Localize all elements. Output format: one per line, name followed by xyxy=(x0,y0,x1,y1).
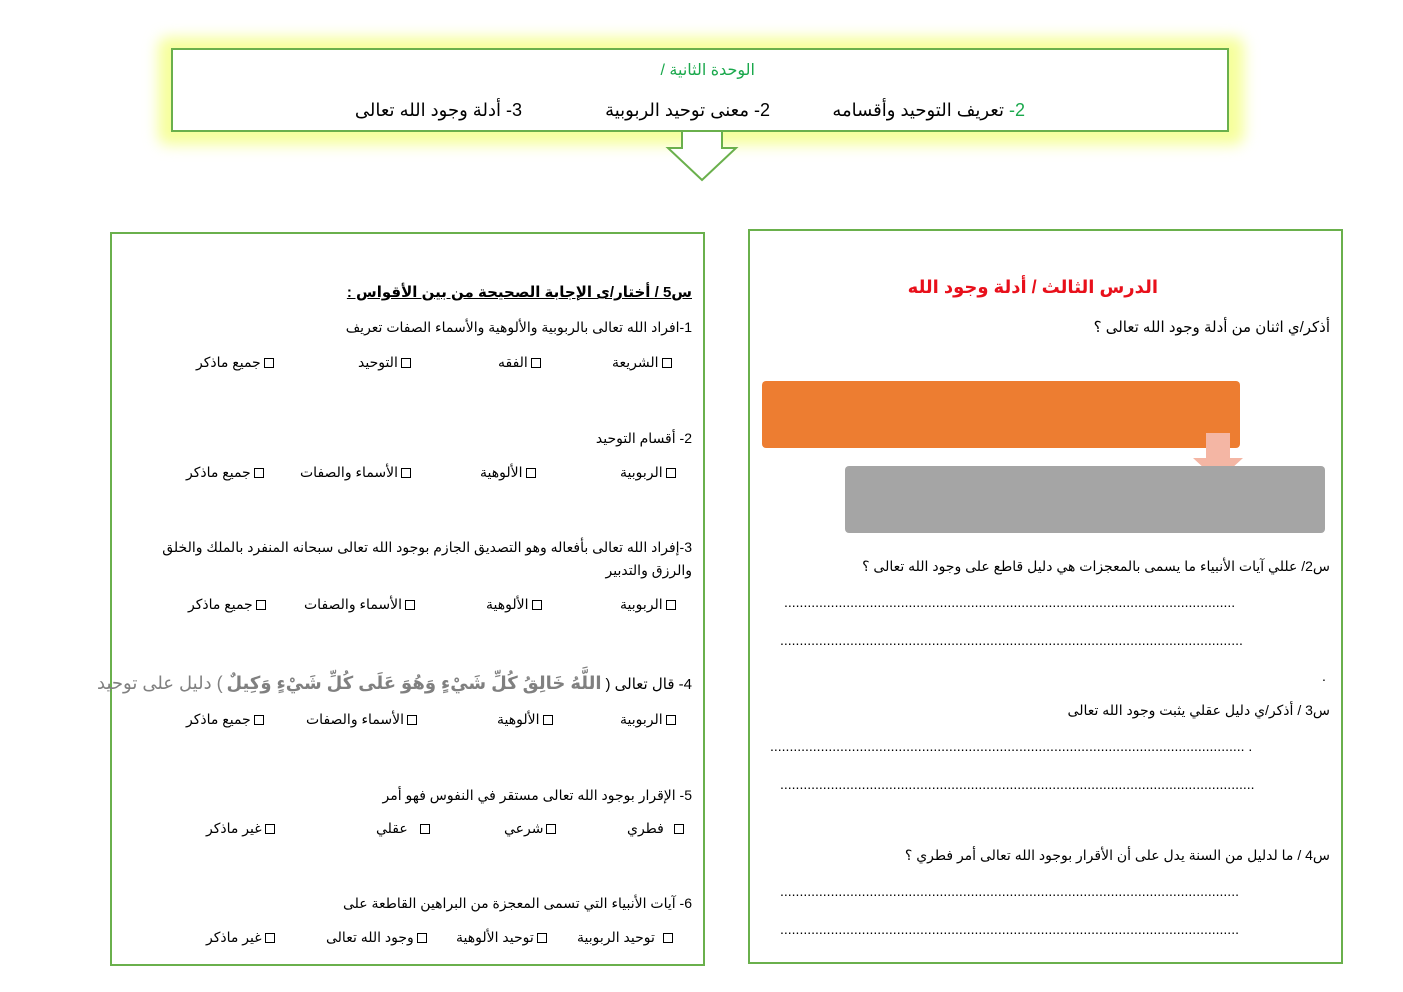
q3-option-2[interactable]: الألوهية xyxy=(486,596,545,613)
checkbox[interactable] xyxy=(420,824,430,834)
question-2-lesson: س2/ عللي آيات الأنبياء ما يسمى بالمعجزات هي دليل قاطع على وجود الله تعالى ؟ xyxy=(862,558,1330,574)
q3-option-4[interactable]: جميع ماذكر xyxy=(188,596,269,613)
q4-option-2[interactable]: الألوهية xyxy=(497,711,556,728)
checkbox[interactable] xyxy=(265,933,275,943)
q4-option-1[interactable]: الربوبية xyxy=(620,711,679,728)
question-4-text xyxy=(97,670,692,698)
q3-option-1[interactable]: الربوبية xyxy=(620,596,679,613)
unit-title: الوحدة الثانية / xyxy=(660,62,755,79)
checkbox[interactable] xyxy=(666,715,676,725)
checkbox[interactable] xyxy=(531,358,541,368)
answer-box-gray[interactable] xyxy=(845,466,1325,533)
answer-line[interactable]: ...................................................................................................................... xyxy=(780,921,1239,937)
answer-line[interactable]: ...................................................................................................................... xyxy=(780,883,1239,899)
topic-3 xyxy=(330,100,522,121)
question-1-lesson: أذكر/ي اثنان من أدلة وجود الله تعالى ؟ xyxy=(1093,319,1330,336)
q3-option-3[interactable]: الأسماء والصفات xyxy=(304,596,418,613)
q2-option-4[interactable]: جميع ماذكر xyxy=(186,464,267,481)
lesson-title: الدرس الثالث / أدلة وجود الله xyxy=(907,277,1158,297)
answer-line[interactable]: .......................................................................................................................... xyxy=(780,776,1255,792)
q2-option-1[interactable]: الربوبية xyxy=(620,464,679,481)
quran-verse: اللَّهُ خَالِقُ كُلِّ شَيْءٍ وَهُوَ عَلَى كُلِّ شَيْءٍ وَكِيلٌ xyxy=(226,673,602,693)
checkbox[interactable] xyxy=(546,824,556,834)
q6-option-1[interactable]: توحيد الربوبية xyxy=(577,929,676,946)
q5-option-1[interactable]: فطري xyxy=(627,820,687,837)
checkbox[interactable] xyxy=(666,468,676,478)
checkbox[interactable] xyxy=(526,468,536,478)
topic-3-number: 3- xyxy=(505,100,522,120)
answer-line[interactable]: ....................................................................................................................... xyxy=(780,632,1243,648)
checkbox[interactable] xyxy=(401,358,411,368)
q6-option-3[interactable]: وجود الله تعالى xyxy=(326,929,430,946)
checkbox[interactable] xyxy=(405,600,415,610)
question-5-text: 5- الإقرار بوجود الله تعالى مستقر في النفوس فهو أمر xyxy=(382,787,692,803)
checkbox[interactable] xyxy=(662,358,672,368)
header-callout-arrow xyxy=(660,132,744,184)
q1-option-1[interactable]: الشريعة xyxy=(612,354,675,371)
topic-3-label: أدلة وجود الله تعالى xyxy=(354,100,501,120)
q1-option-3[interactable]: التوحيد xyxy=(358,354,414,371)
q4-option-3[interactable]: الأسماء والصفات xyxy=(306,711,420,728)
question-6-text: 6- آيات الأنبياء التي تسمى المعجزة من البراهين القاطعة على xyxy=(342,895,692,911)
checkbox[interactable] xyxy=(254,715,264,725)
q5-option-3[interactable]: عقلي xyxy=(376,820,433,837)
topic-2 xyxy=(560,100,770,121)
q4-prefix: 4- قال تعالى ( xyxy=(605,676,692,693)
question-3-lesson: س3 / أذكر/ي دليل عقلي يثبت وجود الله تعالى xyxy=(1067,702,1330,718)
q5-option-2[interactable]: شرعي xyxy=(504,820,559,837)
q6-option-4[interactable]: غير ماذكر xyxy=(206,929,278,946)
checkbox[interactable] xyxy=(407,715,417,725)
q4-suffix: ) دليل على توحيد xyxy=(97,673,223,693)
checkbox[interactable] xyxy=(674,824,684,834)
checkbox[interactable] xyxy=(254,468,264,478)
q5-option-4[interactable]: غير ماذكر xyxy=(206,820,278,837)
checkbox[interactable] xyxy=(543,715,553,725)
question-5-heading: س5 / أختار/ى الإجابة الصحيحة من بين الأقواس : xyxy=(346,284,692,301)
checkbox[interactable] xyxy=(264,358,274,368)
question-3-text-line-2: والرزق والتدبير xyxy=(605,562,692,578)
checkbox[interactable] xyxy=(663,933,673,943)
checkbox[interactable] xyxy=(532,600,542,610)
checkbox[interactable] xyxy=(265,824,275,834)
q4-option-4[interactable]: جميع ماذكر xyxy=(186,711,267,728)
topic-2-number: 2- xyxy=(753,100,770,120)
checkbox[interactable] xyxy=(256,600,266,610)
stray-dot: . xyxy=(1322,668,1326,684)
question-4-lesson: س4 / ما لدليل من السنة يدل على أن الأقرار بوجود الله تعالى أمر فطري ؟ xyxy=(904,847,1330,863)
topic-1 xyxy=(800,100,1025,121)
question-1-text: 1-افراد الله تعالى بالربوبية والألوهية والأسماء الصفات تعريف xyxy=(345,319,692,335)
answer-line[interactable]: .................................................................................................................... xyxy=(784,594,1236,610)
checkbox[interactable] xyxy=(666,600,676,610)
q1-option-2[interactable]: الفقه xyxy=(498,354,544,371)
topic-2-label: معنى توحيد الربوبية xyxy=(605,100,749,120)
q2-option-2[interactable]: الألوهية xyxy=(480,464,539,481)
question-2-text: 2- أقسام التوحيد xyxy=(595,430,692,446)
q1-option-4[interactable]: جميع ماذكر xyxy=(196,354,277,371)
answer-line[interactable]: .......................................................................................................................... . xyxy=(770,738,1253,754)
topic-1-label: تعريف التوحيد وأقسامه xyxy=(832,100,1004,120)
checkbox[interactable] xyxy=(537,933,547,943)
answer-box-orange[interactable] xyxy=(762,381,1240,448)
question-3-text-line-1: 3-إفراد الله تعالى بأفعاله وهو التصديق الجازم بوجود الله تعالى سبحانه المنفرد بالملك والخلق xyxy=(162,539,692,555)
checkbox[interactable] xyxy=(417,933,427,943)
topic-1-number: 2- xyxy=(1008,100,1025,120)
q2-option-3[interactable]: الأسماء والصفات xyxy=(300,464,414,481)
checkbox[interactable] xyxy=(401,468,411,478)
q6-option-2[interactable]: توحيد الألوهية xyxy=(456,929,550,946)
